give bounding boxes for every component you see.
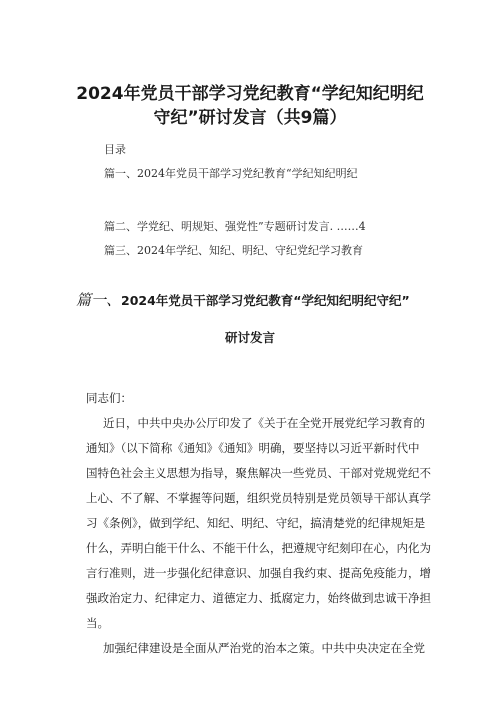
toc-heading: 目录 xyxy=(104,143,126,156)
body-line: 习《条例》，做到学纪、知纪、明纪、守纪，搞清楚党的纪律规矩是 xyxy=(86,516,426,530)
body-line: 近日，中共中央办公厅印发了《关于在全党开展党纪学习教育的 xyxy=(80,416,425,430)
document-title-line-1: 2024年党员干部学习党纪教育“学纪知纪明纪 xyxy=(76,84,424,104)
body-line: 言行准则，进一步强化纪律意识、加强自我约束、提高免疫能力，增 xyxy=(86,566,431,580)
part-one-prefix: 篇一、 xyxy=(76,291,122,309)
body-line: 上心、不了解、不掌握等问题，组织党员特别是党员领导干部认真学 xyxy=(86,491,431,505)
body-line: 同志们： xyxy=(86,391,132,405)
toc-item-2[interactable]: 篇二、学党纪、明规矩、强党性”专题研讨发言. ……4 xyxy=(104,220,366,233)
body-line: 强政治定力、纪律定力、道德定力、抵腐定力，始终做到忠诚干净担 xyxy=(86,591,431,605)
toc-item-3[interactable]: 篇三、2024年学纪、知纪、明纪、守纪党纪学习教育 xyxy=(104,244,363,257)
body-line: 国特色社会主义思想为指导，聚焦解决一些党员、干部对党规党纪不 xyxy=(86,466,431,480)
document-title-line-2: 守纪”研讨发言（共9篇） xyxy=(153,108,347,128)
body-line: 通知》（以下简称《通知》《通知》明确，要坚持以习近平新时代中 xyxy=(86,441,420,455)
part-one-title-text: 2024年党员干部学习党纪教育“学纪知纪明纪守纪” xyxy=(121,293,410,308)
body-line: 加强纪律建设是全面从严治党的治本之策。中共中央决定在全党 xyxy=(80,641,425,655)
toc-item-1[interactable]: 篇一、2024年党员干部学习党纪教育“学纪知纪明纪 xyxy=(104,167,358,180)
body-line: 当。 xyxy=(86,616,109,630)
body-line: 什么，弄明白能干什么、不能干什么，把遵规守纪刻印在心，内化为 xyxy=(86,541,431,555)
part-one-subtitle: 研讨发言 xyxy=(224,330,275,345)
part-one-title xyxy=(76,291,410,310)
